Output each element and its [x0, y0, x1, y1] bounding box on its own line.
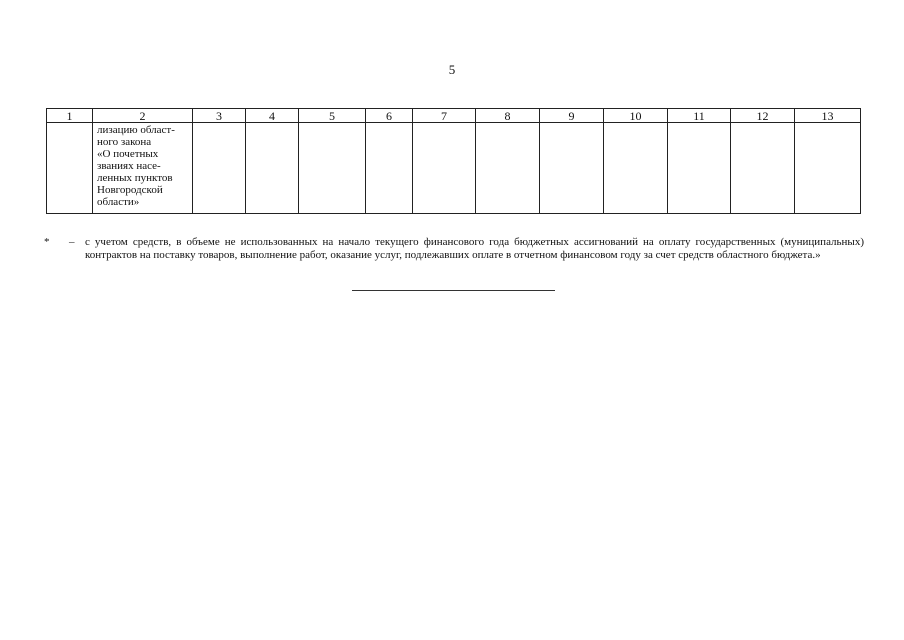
column-header: 2: [93, 109, 193, 123]
cell-text: [299, 123, 365, 124]
table-cell: [47, 123, 93, 214]
column-header: 4: [246, 109, 299, 123]
cell-text: [668, 123, 730, 124]
cell-text: [47, 123, 92, 124]
column-header: 3: [193, 109, 246, 123]
table-cell: [246, 123, 299, 214]
table-cell: [299, 123, 366, 214]
footnote-dash: –: [69, 236, 75, 248]
cell-text: [795, 123, 860, 124]
column-header: 10: [604, 109, 668, 123]
cell-text: [413, 123, 475, 124]
table-cell: [193, 123, 246, 214]
table-header-row: [47, 109, 861, 123]
table-cell: [604, 123, 668, 214]
column-header: 5: [299, 109, 366, 123]
column-header: 7: [413, 109, 476, 123]
footnote-text: с учетом средств, в объеме не использованных на начало текущего финансового года бюджетных ассигнований на оплату государственных (муниципальных) контрактов на поставку товаров, выполнение работ, оказание услуг, подлежавших оплате в отчетном финансовом году за счет средств областного бюджета.»: [85, 236, 864, 261]
column-header: 9: [540, 109, 604, 123]
table-cell: [731, 123, 795, 214]
data-table: [46, 108, 861, 214]
cell-text: [246, 123, 298, 124]
cell-text: [366, 123, 412, 124]
table-cell: [366, 123, 413, 214]
column-header: 8: [476, 109, 540, 123]
footnote-mark: *: [44, 236, 50, 248]
column-header: 13: [795, 109, 861, 123]
footnote: [44, 236, 864, 262]
cell-text: [540, 123, 603, 124]
table-cell: [413, 123, 476, 214]
separator-line: [352, 290, 555, 291]
table-row: [47, 123, 861, 214]
column-header: 11: [668, 109, 731, 123]
page-number: 5: [448, 62, 456, 77]
cell-text: [731, 123, 794, 124]
table-cell: [668, 123, 731, 214]
cell-text: [604, 123, 667, 124]
cell-text: [193, 123, 245, 124]
column-header: 12: [731, 109, 795, 123]
table-cell: [476, 123, 540, 214]
column-header: 6: [366, 109, 413, 123]
cell-text: лизацию област- ного закона «О почетных званиях насе- ленных пунктов Новгородской области»: [97, 124, 175, 208]
column-header: 1: [47, 109, 93, 123]
table-cell: [540, 123, 604, 214]
table-cell: [93, 123, 193, 214]
cell-text: [476, 123, 539, 124]
table-cell: [795, 123, 861, 214]
